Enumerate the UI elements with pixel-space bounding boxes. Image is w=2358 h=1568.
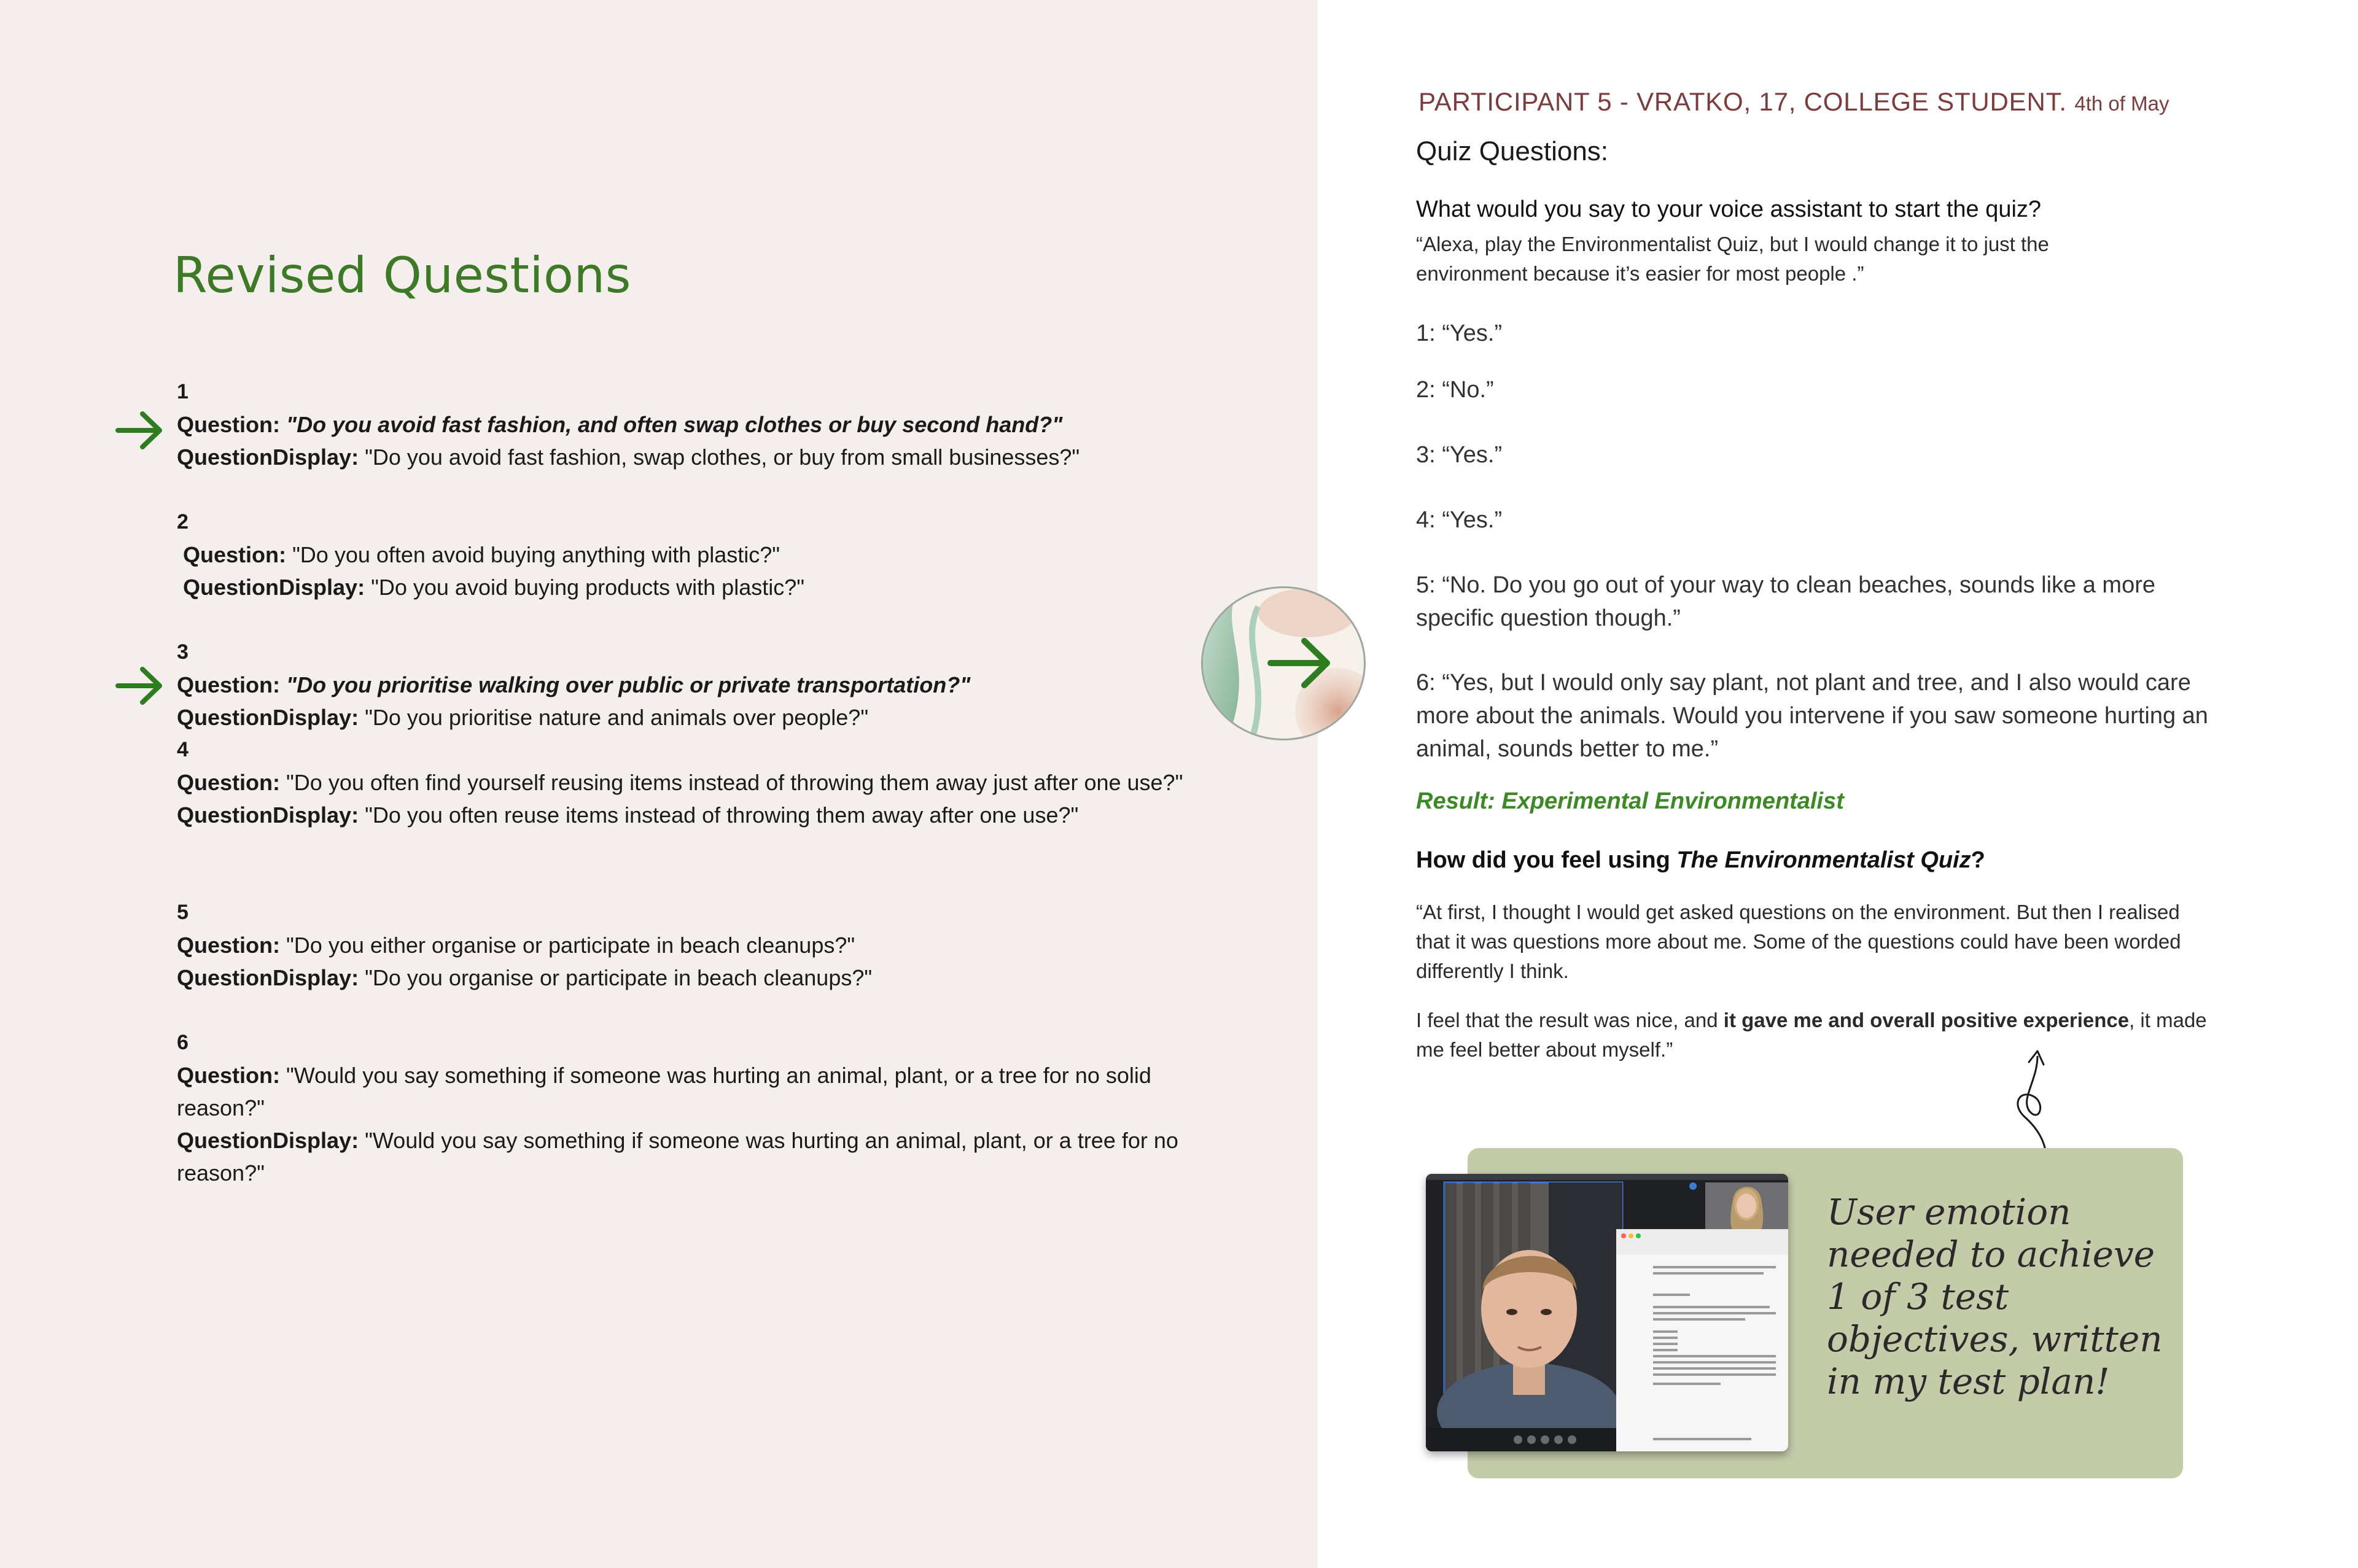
- question-display-text: "Do you prioritise nature and animals over people?": [365, 705, 869, 730]
- question-number: 2: [177, 510, 189, 534]
- question-display-label: QuestionDisplay:: [177, 1128, 359, 1153]
- question-text: "Would you say something if someone was hurting an animal, plant, or a tree for no solid reason?": [177, 1063, 1151, 1120]
- question-block-6: [177, 1027, 1184, 1189]
- question-display-text: "Do you often reuse items instead of throwing them away after one use?": [365, 802, 1079, 828]
- question-label: Question:: [177, 1063, 280, 1088]
- question-block-2: [177, 506, 1184, 604]
- question-block-5: [177, 896, 1184, 994]
- participant-title: PARTICIPANT 5 - VRATKO, 17, COLLEGE STUDENT.: [1418, 87, 2067, 116]
- question-label: Question:: [177, 770, 280, 795]
- arrow-right-icon: [115, 664, 165, 707]
- feel-question-suffix: ?: [1971, 847, 1985, 873]
- question-number: 6: [177, 1031, 189, 1054]
- question-label: Question:: [177, 672, 280, 697]
- feel-question-prefix: How did you feel using: [1416, 847, 1677, 873]
- feel-answer-paragraph-1: “At first, I thought I would get asked questions on the environment. But then I realised that it was questions more about me. Some of the questions could have been worded differently I think.: [1416, 901, 2181, 982]
- question-label: Question:: [177, 933, 280, 958]
- question-number: 3: [177, 640, 189, 664]
- answer-6: 6: “Yes, but I would only say plant, not plant and tree, and I also would care more about the animals. Would you intervene if you saw someone hurting an animal, sounds better to me.”: [1416, 670, 2208, 762]
- question-number: 5: [177, 901, 189, 924]
- question-display-label: QuestionDisplay:: [177, 965, 359, 990]
- quiz-questions-title: Quiz Questions:: [1416, 136, 1609, 166]
- question-number: 4: [177, 738, 189, 761]
- question-display-label: QuestionDisplay:: [177, 444, 359, 470]
- participant-header: [1418, 87, 2169, 117]
- session-date: 4th of May: [2074, 92, 2169, 115]
- feel-answer-highlight: it gave me and overall positive experience: [1723, 1009, 2130, 1031]
- question-text: "Do you often find yourself reusing items instead of throwing them away just after one use?": [286, 770, 1183, 795]
- quiz-result: [1416, 788, 1844, 815]
- question-block-3: [177, 636, 1184, 734]
- question-text: "Do you often avoid buying anything with plastic?": [292, 542, 780, 567]
- revised-questions-title: Revised Questions: [173, 247, 631, 304]
- question-text: "Do you either organise or participate in beach cleanups?": [286, 933, 855, 958]
- callout-text: User emotion needed to achieve 1 of 3 test objectives, written in my test plan!: [1827, 1191, 2163, 1402]
- question-display-text: "Would you say something if someone was hurting an animal, plant, or a tree for no reason?": [177, 1128, 1178, 1186]
- feel-question: [1416, 847, 1985, 874]
- feel-answer-paragraph-2: [1416, 1006, 2214, 1065]
- question-label: Question:: [177, 412, 280, 437]
- answer-5: 5: “No. Do you go out of your way to clean beaches, sounds like a more specific question though.”: [1416, 572, 2155, 631]
- question-block-4: [177, 734, 1184, 831]
- arrow-right-icon: [115, 409, 165, 452]
- question-label: Question:: [183, 542, 286, 567]
- answer-2: 2: “No.”: [1416, 377, 1494, 403]
- video-call-screenshot: [1426, 1174, 1788, 1451]
- question-text: "Do you avoid fast fashion, and often swap clothes or buy second hand?": [286, 412, 1063, 437]
- start-answer: “Alexa, play the Environmentalist Quiz, but I would change it to just the environment because it’s easier for most people .”: [1416, 233, 2049, 285]
- video-call-illustration: [1426, 1174, 1788, 1451]
- result-label: Result: [1416, 788, 1488, 814]
- watercolor-badge: [1201, 586, 1366, 740]
- question-block-1: [177, 376, 1184, 473]
- answer-4: 4: “Yes.”: [1416, 507, 1503, 533]
- answer-1: 1: “Yes.”: [1416, 320, 1503, 346]
- start-question: What would you say to your voice assistant to start the quiz?: [1416, 196, 2042, 222]
- feel-question-title: The Environmentalist Quiz: [1676, 847, 1971, 873]
- question-number: 1: [177, 380, 189, 403]
- answer-3: 3: “Yes.”: [1416, 442, 1503, 468]
- question-text: "Do you prioritise walking over public or private transportation?": [286, 672, 971, 697]
- result-value: : Experimental Environmentalist: [1487, 788, 1844, 814]
- question-display-label: QuestionDisplay:: [177, 802, 359, 828]
- badge-arrow-icon: [1203, 588, 1364, 739]
- feel-answer-text: I feel that the result was nice, and: [1416, 1009, 1724, 1031]
- question-display-text: "Do you avoid buying products with plastic?": [371, 575, 805, 600]
- feel-answer-text-end: , it made me feel better about myself.”: [1416, 1009, 2207, 1061]
- question-display-label: QuestionDisplay:: [183, 575, 365, 600]
- question-display-text: "Do you organise or participate in beach cleanups?": [365, 965, 873, 990]
- question-display-label: QuestionDisplay:: [177, 705, 359, 730]
- question-display-text: "Do you avoid fast fashion, swap clothes, or buy from small businesses?": [365, 444, 1080, 470]
